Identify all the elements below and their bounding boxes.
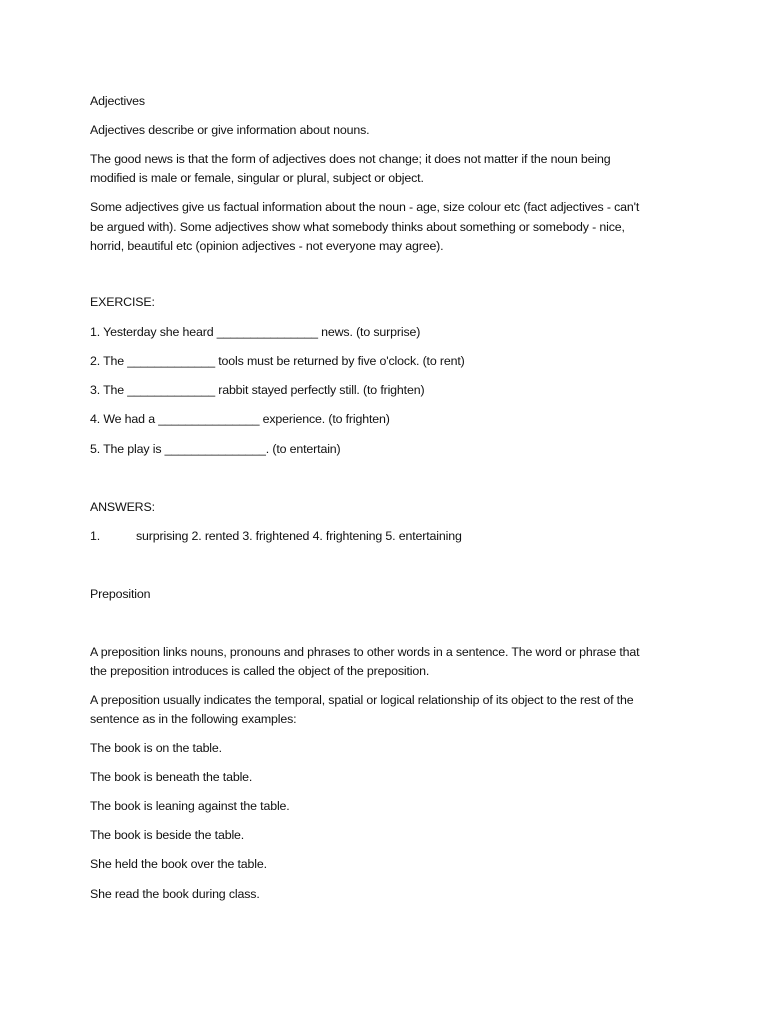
preposition-example: She read the book during class. [90,887,260,901]
adjectives-para3-line1: Some adjectives give us factual information about the noun - age, size colour etc (fact adjectives - can't [90,200,640,214]
answers-text: surprising 2. rented 3. frightened 4. frightening 5. entertaining [136,529,462,543]
preposition-para1-line2: the preposition introduces is called the object of the preposition. [90,664,430,678]
adjectives-para3-line3: horrid, beautiful etc (opinion adjectives - not everyone may agree). [90,239,444,253]
adjectives-para3-line2: be argued with). Some adjectives show what somebody thinks about something or somebody - nice, [90,220,625,234]
adjectives-heading: Adjectives [90,94,145,108]
exercise-heading: EXERCISE: [90,295,155,309]
exercise-item: 2. The _____________ tools must be returned by five o'clock. (to rent) [90,354,465,368]
preposition-para2-line2: sentence as in the following examples: [90,712,297,726]
preposition-example: The book is beneath the table. [90,770,253,784]
answers-number: 1. [90,529,101,543]
adjectives-definition: Adjectives describe or give information about nouns. [90,123,370,137]
preposition-heading: Preposition [90,587,151,601]
preposition-para2-line1: A preposition usually indicates the temporal, spatial or logical relationship of its object to the rest of the [90,693,634,707]
preposition-example: She held the book over the table. [90,857,267,871]
exercise-item: 1. Yesterday she heard _______________ news. (to surprise) [90,325,421,339]
exercise-item: 3. The _____________ rabbit stayed perfectly still. (to frighten) [90,383,425,397]
adjectives-para2-line2: modified is male or female, singular or plural, subject or object. [90,171,424,185]
preposition-example: The book is on the table. [90,741,222,755]
exercise-item: 5. The play is _______________. (to entertain) [90,442,341,456]
preposition-para1-line1: A preposition links nouns, pronouns and phrases to other words in a sentence. The word or phrase that [90,645,640,659]
answers-heading: ANSWERS: [90,500,155,514]
preposition-example: The book is leaning against the table. [90,799,290,813]
exercise-item: 4. We had a _______________ experience. (to frighten) [90,412,390,426]
adjectives-para2-line1: The good news is that the form of adjectives does not change; it does not matter if the noun being [90,152,611,166]
preposition-example: The book is beside the table. [90,828,245,842]
